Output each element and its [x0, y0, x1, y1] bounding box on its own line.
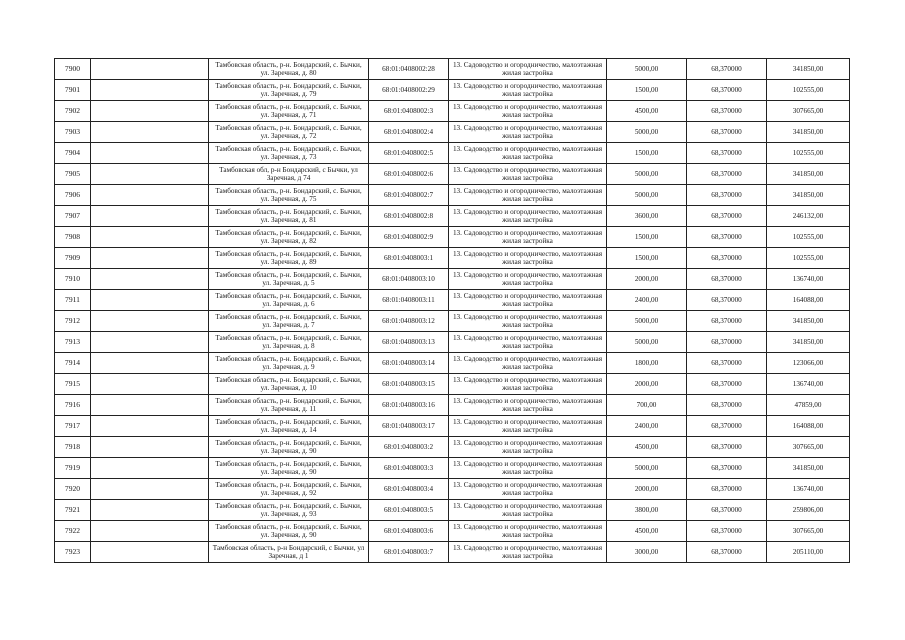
address-cell: Тамбовская область, р-н. Бондарский, с. Бычки, ул. Заречная, д. 7 [209, 311, 369, 332]
land-use-cell: 13. Садоводство и огородничество, малоэтажная жилая застройка [449, 185, 607, 206]
row-number-cell: 7921 [55, 500, 91, 521]
address-cell: Тамбовская область, р-н Бондарский, с Бычки, ул Заречная, д 1 [209, 542, 369, 563]
row-number-cell: 7915 [55, 374, 91, 395]
cadastral-value-cell: 341850,00 [767, 311, 850, 332]
table-row [55, 227, 850, 248]
land-use-cell: 13. Садоводство и огородничество, малоэтажная жилая застройка [449, 80, 607, 101]
table-row [55, 479, 850, 500]
cadastral-number-cell: 68:01:0408002:3 [369, 101, 449, 122]
row-number-cell: 7908 [55, 227, 91, 248]
land-use-cell: 13. Садоводство и огородничество, малоэтажная жилая застройка [449, 479, 607, 500]
cadastral-value-cell: 123066,00 [767, 353, 850, 374]
empty-cell [91, 80, 209, 101]
address-cell: Тамбовская область, р-н. Бондарский, с. Бычки, ул. Заречная, д. 71 [209, 101, 369, 122]
cadastral-number-cell: 68:01:0408002:7 [369, 185, 449, 206]
area-cell: 3800,00 [607, 500, 687, 521]
row-number-cell: 7904 [55, 143, 91, 164]
empty-cell [91, 479, 209, 500]
row-number-cell: 7920 [55, 479, 91, 500]
cadastral-number-cell: 68:01:0408003:4 [369, 479, 449, 500]
cadastral-number-cell: 68:01:0408003:6 [369, 521, 449, 542]
land-use-cell: 13. Садоводство и огородничество, малоэтажная жилая застройка [449, 374, 607, 395]
specific-value-cell: 68,370000 [687, 248, 767, 269]
area-cell: 2400,00 [607, 290, 687, 311]
land-use-cell: 13. Садоводство и огородничество, малоэтажная жилая застройка [449, 227, 607, 248]
empty-cell [91, 59, 209, 80]
cadastral-number-cell: 68:01:0408003:5 [369, 500, 449, 521]
cadastral-value-table [54, 58, 850, 563]
cadastral-value-cell: 205110,00 [767, 542, 850, 563]
area-cell: 2400,00 [607, 416, 687, 437]
land-use-cell: 13. Садоводство и огородничество, малоэтажная жилая застройка [449, 59, 607, 80]
land-use-cell: 13. Садоводство и огородничество, малоэтажная жилая застройка [449, 311, 607, 332]
area-cell: 1800,00 [607, 353, 687, 374]
cadastral-value-cell: 246132,00 [767, 206, 850, 227]
empty-cell [91, 437, 209, 458]
specific-value-cell: 68,370000 [687, 500, 767, 521]
specific-value-cell: 68,370000 [687, 374, 767, 395]
address-cell: Тамбовская область, р-н. Бондарский, с. Бычки, ул. Заречная, д. 75 [209, 185, 369, 206]
cadastral-value-cell: 341850,00 [767, 59, 850, 80]
area-cell: 4500,00 [607, 521, 687, 542]
land-use-cell: 13. Садоводство и огородничество, малоэтажная жилая застройка [449, 101, 607, 122]
land-use-cell: 13. Садоводство и огородничество, малоэтажная жилая застройка [449, 437, 607, 458]
cadastral-value-cell: 47859,00 [767, 395, 850, 416]
table-row [55, 290, 850, 311]
table-row [55, 500, 850, 521]
specific-value-cell: 68,370000 [687, 59, 767, 80]
table-row [55, 143, 850, 164]
cadastral-number-cell: 68:01:0408002:6 [369, 164, 449, 185]
empty-cell [91, 416, 209, 437]
area-cell: 5000,00 [607, 122, 687, 143]
land-use-cell: 13. Садоводство и огородничество, малоэтажная жилая застройка [449, 164, 607, 185]
empty-cell [91, 500, 209, 521]
cadastral-number-cell: 68:01:0408003:16 [369, 395, 449, 416]
address-cell: Тамбовская область, р-н. Бондарский, с. Бычки, ул. Заречная, д. 79 [209, 80, 369, 101]
row-number-cell: 7912 [55, 311, 91, 332]
table-row [55, 458, 850, 479]
specific-value-cell: 68,370000 [687, 80, 767, 101]
row-number-cell: 7907 [55, 206, 91, 227]
area-cell: 5000,00 [607, 185, 687, 206]
area-cell: 3000,00 [607, 542, 687, 563]
specific-value-cell: 68,370000 [687, 101, 767, 122]
empty-cell [91, 122, 209, 143]
row-number-cell: 7913 [55, 332, 91, 353]
cadastral-number-cell: 68:01:0408003:7 [369, 542, 449, 563]
cadastral-number-cell: 68:01:0408003:17 [369, 416, 449, 437]
cadastral-value-cell: 102555,00 [767, 248, 850, 269]
row-number-cell: 7914 [55, 353, 91, 374]
empty-cell [91, 521, 209, 542]
area-cell: 700,00 [607, 395, 687, 416]
cadastral-value-cell: 307665,00 [767, 521, 850, 542]
land-use-cell: 13. Садоводство и огородничество, малоэтажная жилая застройка [449, 458, 607, 479]
table-row [55, 311, 850, 332]
table-row [55, 437, 850, 458]
address-cell: Тамбовская область, р-н. Бондарский, с. Бычки, ул. Заречная, д. 73 [209, 143, 369, 164]
cadastral-number-cell: 68:01:0408003:15 [369, 374, 449, 395]
cadastral-value-cell: 136740,00 [767, 479, 850, 500]
specific-value-cell: 68,370000 [687, 521, 767, 542]
land-use-cell: 13. Садоводство и огородничество, малоэтажная жилая застройка [449, 248, 607, 269]
cadastral-value-cell: 102555,00 [767, 227, 850, 248]
land-use-cell: 13. Садоводство и огородничество, малоэтажная жилая застройка [449, 269, 607, 290]
address-cell: Тамбовская область, р-н. Бондарский, с. Бычки, ул. Заречная, д. 14 [209, 416, 369, 437]
specific-value-cell: 68,370000 [687, 185, 767, 206]
row-number-cell: 7900 [55, 59, 91, 80]
specific-value-cell: 68,370000 [687, 542, 767, 563]
row-number-cell: 7911 [55, 290, 91, 311]
specific-value-cell: 68,370000 [687, 290, 767, 311]
cadastral-value-cell: 102555,00 [767, 80, 850, 101]
area-cell: 5000,00 [607, 164, 687, 185]
cadastral-number-cell: 68:01:0408002:8 [369, 206, 449, 227]
address-cell: Тамбовская область, р-н. Бондарский, с. Бычки, ул. Заречная, д. 93 [209, 500, 369, 521]
specific-value-cell: 68,370000 [687, 395, 767, 416]
area-cell: 5000,00 [607, 311, 687, 332]
table-row [55, 80, 850, 101]
area-cell: 1500,00 [607, 143, 687, 164]
cadastral-number-cell: 68:01:0408003:3 [369, 458, 449, 479]
land-use-cell: 13. Садоводство и огородничество, малоэтажная жилая застройка [449, 122, 607, 143]
land-use-cell: 13. Садоводство и огородничество, малоэтажная жилая застройка [449, 290, 607, 311]
area-cell: 4500,00 [607, 101, 687, 122]
empty-cell [91, 332, 209, 353]
specific-value-cell: 68,370000 [687, 416, 767, 437]
empty-cell [91, 353, 209, 374]
address-cell: Тамбовская обл, р-н Бондарский, с Бычки, ул Заречная, д 74 [209, 164, 369, 185]
empty-cell [91, 395, 209, 416]
address-cell: Тамбовская область, р-н. Бондарский, с. Бычки, ул. Заречная, д. 81 [209, 206, 369, 227]
cadastral-value-cell: 307665,00 [767, 437, 850, 458]
cadastral-number-cell: 68:01:0408002:28 [369, 59, 449, 80]
area-cell: 5000,00 [607, 458, 687, 479]
row-number-cell: 7903 [55, 122, 91, 143]
table-row [55, 374, 850, 395]
row-number-cell: 7916 [55, 395, 91, 416]
area-cell: 1500,00 [607, 80, 687, 101]
row-number-cell: 7919 [55, 458, 91, 479]
area-cell: 5000,00 [607, 332, 687, 353]
cadastral-value-cell: 341850,00 [767, 185, 850, 206]
area-cell: 2000,00 [607, 479, 687, 500]
cadastral-number-cell: 68:01:0408003:10 [369, 269, 449, 290]
empty-cell [91, 227, 209, 248]
address-cell: Тамбовская область, р-н. Бондарский, с. Бычки, ул. Заречная, д. 8 [209, 332, 369, 353]
row-number-cell: 7922 [55, 521, 91, 542]
land-use-cell: 13. Садоводство и огородничество, малоэтажная жилая застройка [449, 542, 607, 563]
area-cell: 1500,00 [607, 248, 687, 269]
empty-cell [91, 143, 209, 164]
cadastral-value-cell: 136740,00 [767, 374, 850, 395]
address-cell: Тамбовская область, р-н. Бондарский, с. Бычки, ул. Заречная, д. 90 [209, 437, 369, 458]
table-row [55, 332, 850, 353]
cadastral-number-cell: 68:01:0408003:11 [369, 290, 449, 311]
empty-cell [91, 290, 209, 311]
land-use-cell: 13. Садоводство и огородничество, малоэтажная жилая застройка [449, 206, 607, 227]
table-row [55, 248, 850, 269]
cadastral-value-cell: 164088,00 [767, 416, 850, 437]
area-cell: 2000,00 [607, 374, 687, 395]
table-row [55, 395, 850, 416]
specific-value-cell: 68,370000 [687, 206, 767, 227]
address-cell: Тамбовская область, р-н. Бондарский, с. Бычки, ул. Заречная, д. 10 [209, 374, 369, 395]
empty-cell [91, 311, 209, 332]
cadastral-value-cell: 341850,00 [767, 458, 850, 479]
table-row [55, 164, 850, 185]
empty-cell [91, 206, 209, 227]
cadastral-value-cell: 307665,00 [767, 101, 850, 122]
land-use-cell: 13. Садоводство и огородничество, малоэтажная жилая застройка [449, 332, 607, 353]
cadastral-number-cell: 68:01:0408003:14 [369, 353, 449, 374]
address-cell: Тамбовская область, р-н. Бондарский, с. Бычки, ул. Заречная, д. 90 [209, 458, 369, 479]
land-use-cell: 13. Садоводство и огородничество, малоэтажная жилая застройка [449, 353, 607, 374]
land-use-cell: 13. Садоводство и огородничество, малоэтажная жилая застройка [449, 521, 607, 542]
cadastral-number-cell: 68:01:0408003:13 [369, 332, 449, 353]
specific-value-cell: 68,370000 [687, 122, 767, 143]
specific-value-cell: 68,370000 [687, 332, 767, 353]
cadastral-value-cell: 341850,00 [767, 332, 850, 353]
specific-value-cell: 68,370000 [687, 458, 767, 479]
specific-value-cell: 68,370000 [687, 311, 767, 332]
address-cell: Тамбовская область, р-н. Бондарский, с. Бычки, ул. Заречная, д. 82 [209, 227, 369, 248]
empty-cell [91, 458, 209, 479]
table-row [55, 416, 850, 437]
cadastral-value-cell: 259806,00 [767, 500, 850, 521]
area-cell: 5000,00 [607, 59, 687, 80]
specific-value-cell: 68,370000 [687, 479, 767, 500]
empty-cell [91, 164, 209, 185]
cadastral-number-cell: 68:01:0408002:5 [369, 143, 449, 164]
specific-value-cell: 68,370000 [687, 353, 767, 374]
area-cell: 3600,00 [607, 206, 687, 227]
table-row [55, 521, 850, 542]
empty-cell [91, 269, 209, 290]
cadastral-number-cell: 68:01:0408002:9 [369, 227, 449, 248]
row-number-cell: 7901 [55, 80, 91, 101]
specific-value-cell: 68,370000 [687, 227, 767, 248]
cadastral-number-cell: 68:01:0408003:2 [369, 437, 449, 458]
address-cell: Тамбовская область, р-н. Бондарский, с. Бычки, ул. Заречная, д. 6 [209, 290, 369, 311]
row-number-cell: 7918 [55, 437, 91, 458]
cadastral-value-cell: 102555,00 [767, 143, 850, 164]
address-cell: Тамбовская область, р-н. Бондарский, с. Бычки, ул. Заречная, д. 90 [209, 521, 369, 542]
empty-cell [91, 374, 209, 395]
row-number-cell: 7917 [55, 416, 91, 437]
empty-cell [91, 542, 209, 563]
row-number-cell: 7906 [55, 185, 91, 206]
table-row [55, 59, 850, 80]
cadastral-number-cell: 68:01:0408003:12 [369, 311, 449, 332]
land-use-cell: 13. Садоводство и огородничество, малоэтажная жилая застройка [449, 416, 607, 437]
table-row [55, 269, 850, 290]
table-row [55, 206, 850, 227]
cadastral-number-cell: 68:01:0408002:29 [369, 80, 449, 101]
table-row [55, 353, 850, 374]
land-use-cell: 13. Садоводство и огородничество, малоэтажная жилая застройка [449, 395, 607, 416]
row-number-cell: 7902 [55, 101, 91, 122]
table-row [55, 122, 850, 143]
row-number-cell: 7923 [55, 542, 91, 563]
address-cell: Тамбовская область, р-н. Бондарский, с. Бычки, ул. Заречная, д. 9 [209, 353, 369, 374]
cadastral-value-cell: 136740,00 [767, 269, 850, 290]
row-number-cell: 7910 [55, 269, 91, 290]
empty-cell [91, 101, 209, 122]
address-cell: Тамбовская область, р-н. Бондарский, с. Бычки, ул. Заречная, д. 80 [209, 59, 369, 80]
specific-value-cell: 68,370000 [687, 143, 767, 164]
table-row [55, 542, 850, 563]
area-cell: 2000,00 [607, 269, 687, 290]
address-cell: Тамбовская область, р-н. Бондарский, с. Бычки, ул. Заречная, д. 5 [209, 269, 369, 290]
cadastral-number-cell: 68:01:0408003:1 [369, 248, 449, 269]
land-use-cell: 13. Садоводство и огородничество, малоэтажная жилая застройка [449, 143, 607, 164]
cadastral-value-cell: 341850,00 [767, 164, 850, 185]
address-cell: Тамбовская область, р-н. Бондарский, с. Бычки, ул. Заречная, д. 89 [209, 248, 369, 269]
specific-value-cell: 68,370000 [687, 437, 767, 458]
address-cell: Тамбовская область, р-н. Бондарский, с. Бычки, ул. Заречная, д. 72 [209, 122, 369, 143]
row-number-cell: 7909 [55, 248, 91, 269]
address-cell: Тамбовская область, р-н. Бондарский, с. Бычки, ул. Заречная, д. 11 [209, 395, 369, 416]
cadastral-value-cell: 341850,00 [767, 122, 850, 143]
table-row [55, 185, 850, 206]
row-number-cell: 7905 [55, 164, 91, 185]
area-cell: 1500,00 [607, 227, 687, 248]
cadastral-value-cell: 164088,00 [767, 290, 850, 311]
table-row [55, 101, 850, 122]
specific-value-cell: 68,370000 [687, 164, 767, 185]
address-cell: Тамбовская область, р-н. Бондарский, с. Бычки, ул. Заречная, д. 92 [209, 479, 369, 500]
land-use-cell: 13. Садоводство и огородничество, малоэтажная жилая застройка [449, 500, 607, 521]
cadastral-number-cell: 68:01:0408002:4 [369, 122, 449, 143]
empty-cell [91, 185, 209, 206]
specific-value-cell: 68,370000 [687, 269, 767, 290]
table-body [55, 59, 850, 563]
empty-cell [91, 248, 209, 269]
area-cell: 4500,00 [607, 437, 687, 458]
